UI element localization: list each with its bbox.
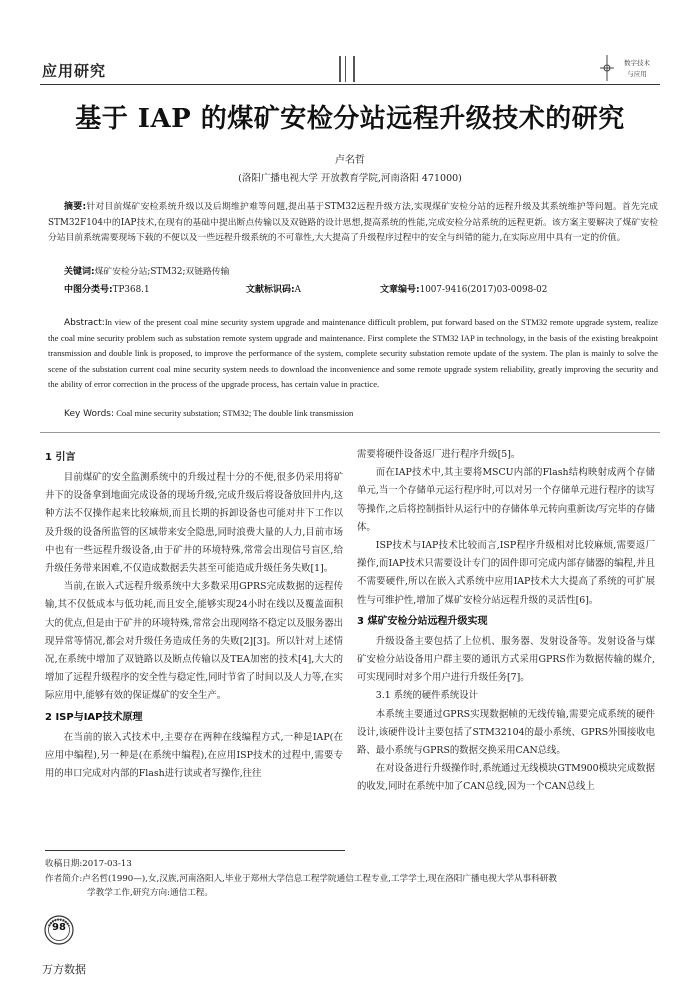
footnote	[45, 857, 657, 901]
journal-logo-icon	[598, 53, 616, 83]
keywords-cn-text: 煤矿安检分站;STM32;双链路传输	[94, 267, 230, 277]
header-divider-bars	[337, 56, 359, 82]
abstract-cn-text: 针对目前煤矿安检系统升级以及后期维护难等问题,提出基于STM32远程升级方法,实现煤矿安检分站的远程升级及其系统维护等问题。首先完成STM32F104中的IAP技术,在现有的基础中提出断点传输以及双链路的设计思想,提高系统的性能,完成安检分站系统的远程更新。该方案主要解决了煤矿安检分站目前系统需要现场下载的不便以及一些远程升级系统的不可靠性,大大提高了升级程序过程中的安全与纠错的能力,在实际应用中具有一定的价值。	[48, 202, 658, 243]
abstract-separator	[40, 432, 660, 433]
body-right-column	[357, 446, 655, 797]
article-no-label: 文章编号:	[380, 285, 420, 295]
keywords-en-label: Key Words:	[64, 409, 115, 419]
watermark: 万方数据	[42, 963, 86, 976]
section-2-paragraph-1: 在当前的嵌入式技术中,主要存在两种在线编程方式,一种是IAP(在应用中编程),另一种是(在系统中编程),在应用ISP技术的过程中,需要专用的串口完成对内部的Flash进行读或者写操作,往往	[45, 731, 343, 780]
received-date: 收稿日期:2017-03-13	[45, 859, 132, 869]
article-no-value: 1007-9416(2017)03-0098-02	[419, 285, 548, 295]
keywords-en-text: Coal mine security substation; STM32; The double link transmission	[116, 408, 354, 418]
author-name: 卢名哲	[335, 155, 365, 166]
clc-value: TP368.1	[112, 285, 150, 295]
header-rule	[40, 84, 660, 85]
logo-line2: 与应用	[627, 70, 647, 78]
section-2-paragraph-1-cont: 需要将硬件设备返厂进行程序升级[5]。	[357, 449, 521, 460]
page-number: 98	[52, 922, 66, 933]
section-1-heading: 1 引言	[45, 452, 76, 463]
section-1-paragraph-2: 当前,在嵌入式远程升级系统中大多数采用GPRS完成数据的远程传输,其不仅低成本与低功耗,而且安全,能够实现24小时在线以及覆盖面积大的优点,但是由于矿井的环境特殊,常常会出现网络不稳定以及服务器出现异常等情况,都会对升级任务造成任务的失败[2][3]。所以针对上述情况,在系统中增加了双链路以及断点传输以及TEA加密的技术[4],大大的增加了远程升级程序的安全性与稳定性,同时节省了时间以及人力等,在实际应用中,能够有效的保证煤矿的安全生产。	[45, 581, 343, 702]
author-affiliation: (洛阳广播电视大学 开放教育学院,河南洛阳 471000)	[238, 173, 462, 184]
author-bio-line2: 学教学工作,研究方向:通信工程。	[87, 888, 213, 898]
section-3-paragraph-1: 升级设备主要包括了上位机、服务器、发射设备等。发射设备与煤矿安检分站设备用户群主要的通讯方式采用GPRS作为数据传输的媒介,可实现同时对多个用户进行升级任务[7]。	[357, 635, 655, 684]
journal-logo	[598, 53, 658, 83]
paper-title: 基于 IAP 的煤矿安检分站远程升级技术的研究	[75, 104, 625, 134]
keywords-en	[64, 408, 353, 419]
clc-label: 中图分类号:	[64, 285, 113, 295]
section-3-1-paragraph-2: 在对设备进行升级操作时,系统通过无线模块GTM900模块完成数据的收发,同时在系统中加了CAN总线,因为一个CAN总线上	[357, 763, 655, 793]
abstract-cn	[48, 200, 658, 247]
section-3-heading: 3 煤矿安检分站远程升级实现	[357, 615, 488, 627]
keywords-cn-label: 关键词:	[64, 267, 95, 277]
section-3-1-heading: 3.1 系统的硬件系统设计	[375, 690, 479, 702]
section-3-1-paragraph-1: 本系统主要通过GPRS实现数据帧的无线传输,需要完成系统的硬件设计,该硬件设计主要包括了STM32104的最小系统、GPRS外围接收电路、最小系统与GPRS的数据交换采用CAN总线。	[357, 708, 655, 757]
doc-code-label: 文献标识码:	[246, 285, 295, 295]
author-bio-line1: 作者简介:卢名哲(1990—),女,汉族,河南洛阳人,毕业于郑州大学信息工程学院通信工程专业,工学学士,现在洛阳广播电视大学从事科研教	[45, 873, 557, 884]
abstract-cn-label: 摘要:	[64, 202, 87, 212]
keywords-cn	[64, 264, 229, 277]
section-2-paragraph-2: 而在IAP技术中,其主要将MSCU内部的Flash结构映射成两个存储单元,当一个存储单元运行程序时,可以对另一个存储单元进行程序的读写等操作,之后将控制指针从运行中的存储体单元转向重新读/写完毕的存储体。	[357, 467, 655, 533]
section-2-heading: 2 ISP与IAP技术原理	[45, 711, 143, 723]
abstract-en-text: In view of the present coal mine security system upgrade and maintenance difficult problem, put forward based on the STM32 remote upgrade system, realize the coal mine security problem such as substation remote system upgrade and maintenance. First complete the STM32 IAP in technology, in the basis of the existing breakpoint transmission and double link is proposed, to improve the performance of the system, complete security substation remote update of the system. The plan is mainly to solve the scene of the substation current coal mine security system needs to download the inconvenience and some remote upgrade system reliability, greatly improving the security and the ability of error correction in the process of the upgrade process, has certain value in practice.	[48, 317, 658, 389]
body-left-column	[45, 446, 343, 783]
abstract-en	[48, 315, 658, 392]
footnote-rule	[45, 850, 345, 851]
section-label: 应用研究	[42, 62, 107, 80]
abstract-en-label: Abstract:	[64, 318, 105, 328]
logo-line1: 数字技术	[624, 59, 650, 67]
section-1-paragraph-1: 目前煤矿的安全监测系统中的升级过程十分的不便,很多仍采用将矿井下的设备拿到地面完成设备的现场升级,完成升级后将设备放回井内,这种方法不仅操作起来比较麻烦,而且长期的拆卸设备也可能对井下工作以及升级的设备所监管的区域带来安全隐患,同时浪费大量的人力,目前市场中也有一些远程升级设备,由于矿井的环境特殊,常常会出现信号盲区,给升级任务带来困难,不仅造成数据丢失甚至可能造成升级任务失败[1]。	[45, 472, 343, 575]
doc-code-value: A	[294, 285, 301, 295]
section-2-paragraph-3: ISP技术与IAP技术比较而言,ISP程序升级相对比较麻烦,需要返厂操作,而IAP技术只需要设计专门的固件即可完成内部存储器的编程,并且不需要硬件,所以在嵌入式系统中应用IAP技术大大提高了系统的可扩展性与可维护性,增加了煤矿安检分站远程升级的灵活性[6]。	[357, 540, 655, 606]
